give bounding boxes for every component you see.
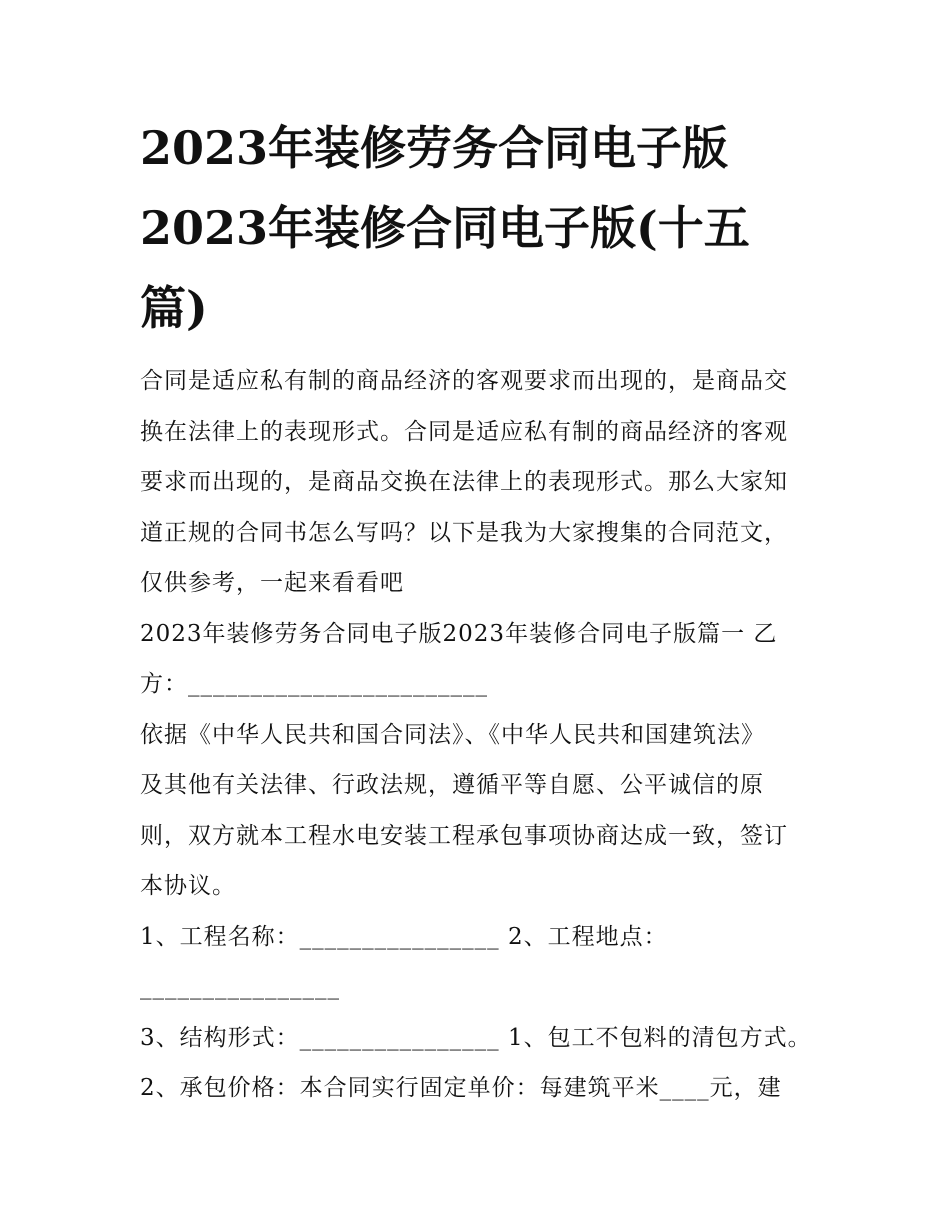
document-body [140,356,830,1114]
body-line: 依据《中华人民共和国合同法》、《中华人民共和国建筑法》 [140,721,765,748]
clause-line: 2、承包价格：本合同实行固定单价：每建筑平米____元，建 [140,1075,782,1101]
clause-line: 1、工程名称：________________ 2、工程地点： [140,923,668,950]
clause-line: 3、结构形式：________________ 1、包工不包料的清包方式。 [140,1024,812,1051]
body-line: 本协议。 [140,873,236,899]
clause-line: ________________ [140,974,340,1000]
body-line: 及其他有关法律、行政法规，遵循平等自愿、公平诚信的原 [140,772,764,798]
party-b-line: 方：________________________ [140,671,488,697]
body-line: 仅供参考，一起来看看吧 [140,570,404,596]
body-line: 换在法律上的表现形式。合同是适应私有制的商品经济的客观 [140,418,788,445]
body-line: 要求而出现的，是商品交换在法律上的表现形式。那么大家知 [140,469,788,495]
body-line: 则，双方就本工程水电安装工程承包事项协商达成一致，签订 [140,822,788,849]
title-line: 2023年装修合同电子版(十五 [140,201,750,255]
title-line: 2023年装修劳务合同电子版 [140,121,729,175]
title-line: 篇) [140,281,208,335]
body-line: 合同是适应私有制的商品经济的客观要求而出现的，是商品交 [140,368,788,394]
document-title [140,108,820,348]
body-line: 道正规的合同书怎么写吗？以下是我为大家搜集的合同范文， [140,519,788,546]
section-heading: 2023年装修劳务合同电子版2023年装修合同电子版篇一 乙 [140,620,778,647]
